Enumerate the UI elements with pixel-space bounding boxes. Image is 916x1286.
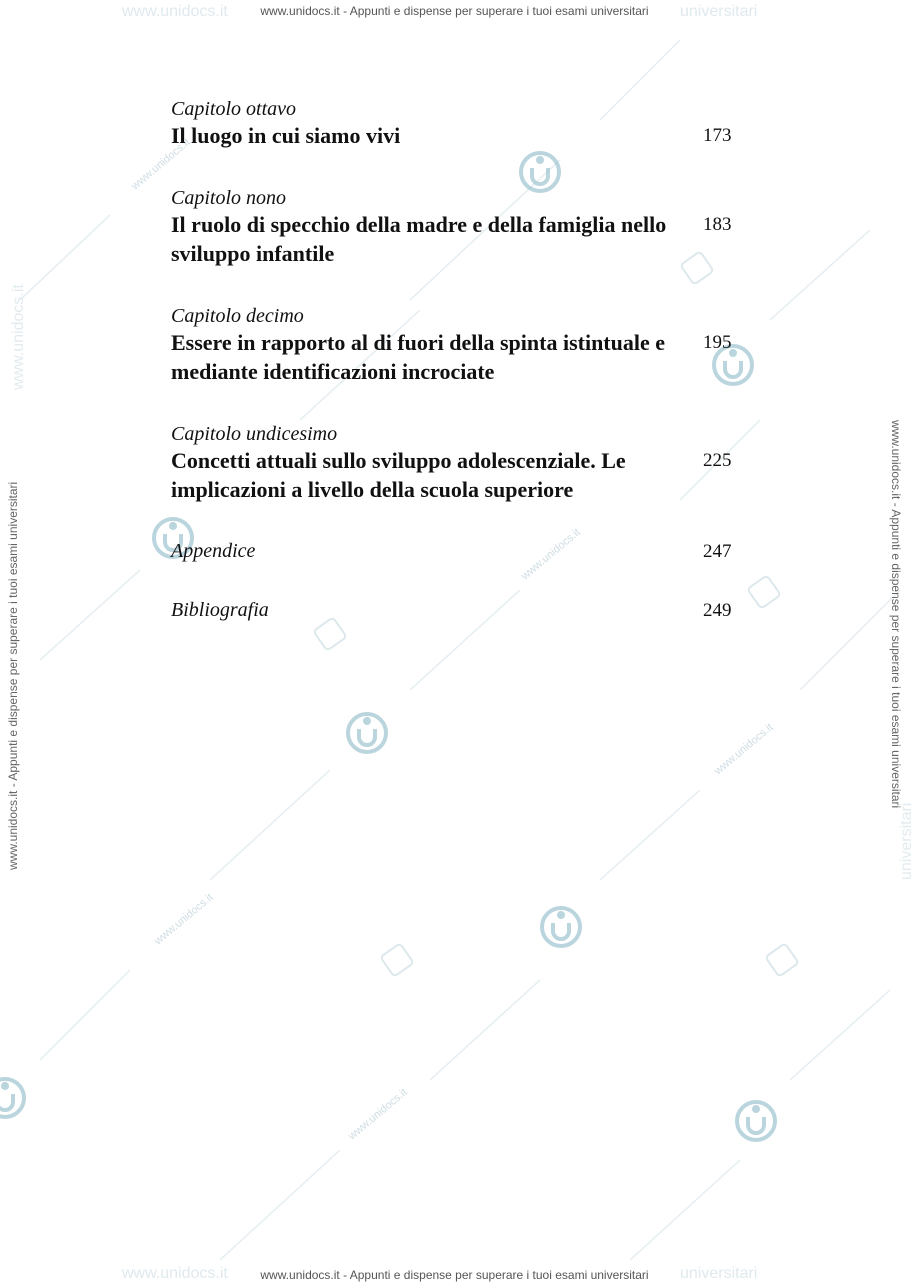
svg-text:www.unidocs.it: www.unidocs.it — [712, 721, 776, 778]
bibliography-label: Bibliografia — [171, 599, 269, 621]
unidocs-logo-icon — [0, 1079, 24, 1117]
page-number: 183 — [703, 214, 732, 235]
chapter-title: Essere in rapporto al di fuori della spinta istintuale e mediante identificazioni incrociate — [171, 330, 666, 384]
chapter-label: Capitolo nono — [171, 187, 287, 209]
watermark-ghost-text: universitari — [680, 1265, 758, 1282]
appendix-label: Appendice — [171, 540, 256, 562]
watermark-ghost-text: www.unidocs.it — [122, 1265, 228, 1282]
unidocs-logo-icon — [542, 908, 580, 946]
chapter-title: Il ruolo di specchio della madre e della famiglia nello sviluppo infantile — [171, 212, 667, 266]
page-number: 249 — [703, 600, 732, 621]
watermark-ghost-text: universitari — [680, 3, 758, 20]
chapter-label: Capitolo decimo — [171, 305, 304, 327]
unidocs-logo-icon — [348, 714, 386, 752]
toc-entry-bibliography[interactable] — [171, 596, 741, 625]
watermark-ghost-text: www.unidocs.it — [10, 284, 27, 390]
unidocs-logo-icon — [737, 1102, 775, 1140]
watermark-banner-left: www.unidocs.it - Appunti e dispense per superare i tuoi esami universitari — [6, 481, 20, 870]
chapter-label: Capitolo ottavo — [171, 98, 296, 120]
toc-entry[interactable] — [171, 422, 741, 504]
svg-text:www.unidocs.it: www.unidocs.it — [152, 891, 216, 948]
svg-text:www.unidocs.it: www.unidocs.it — [519, 526, 583, 583]
chapter-title: Il luogo in cui siamo vivi — [171, 123, 401, 148]
toc-entry-appendix[interactable] — [171, 537, 741, 566]
page-number: 247 — [703, 541, 732, 562]
page-number: 225 — [703, 450, 732, 471]
watermark-ghost-text: www.unidocs.it — [122, 3, 228, 20]
svg-text:www.unidocs.it: www.unidocs.it — [346, 1086, 410, 1143]
page-number: 173 — [703, 125, 732, 146]
svg-text:www.unidocs.it: www.unidocs.it — [129, 136, 193, 193]
toc-entry[interactable] — [171, 97, 741, 150]
chapter-label: Capitolo undicesimo — [171, 423, 338, 445]
watermark-banner-right: www.unidocs.it - Appunti e dispense per superare i tuoi esami universitari — [889, 420, 903, 809]
watermark-banner-bottom: www.unidocs.it - Appunti e dispense per superare i tuoi esami universitari — [260, 1268, 649, 1282]
toc-entry[interactable] — [171, 304, 741, 386]
chapter-title: Concetti attuali sullo sviluppo adolescenziale. Le implicazioni a livello della scuola superiore — [171, 448, 626, 502]
toc-entry[interactable] — [171, 186, 741, 268]
watermark-ghost-text: universitari — [898, 802, 915, 880]
watermark-banner-top: www.unidocs.it - Appunti e dispense per superare i tuoi esami universitari — [260, 4, 649, 18]
page-number: 195 — [703, 332, 732, 353]
